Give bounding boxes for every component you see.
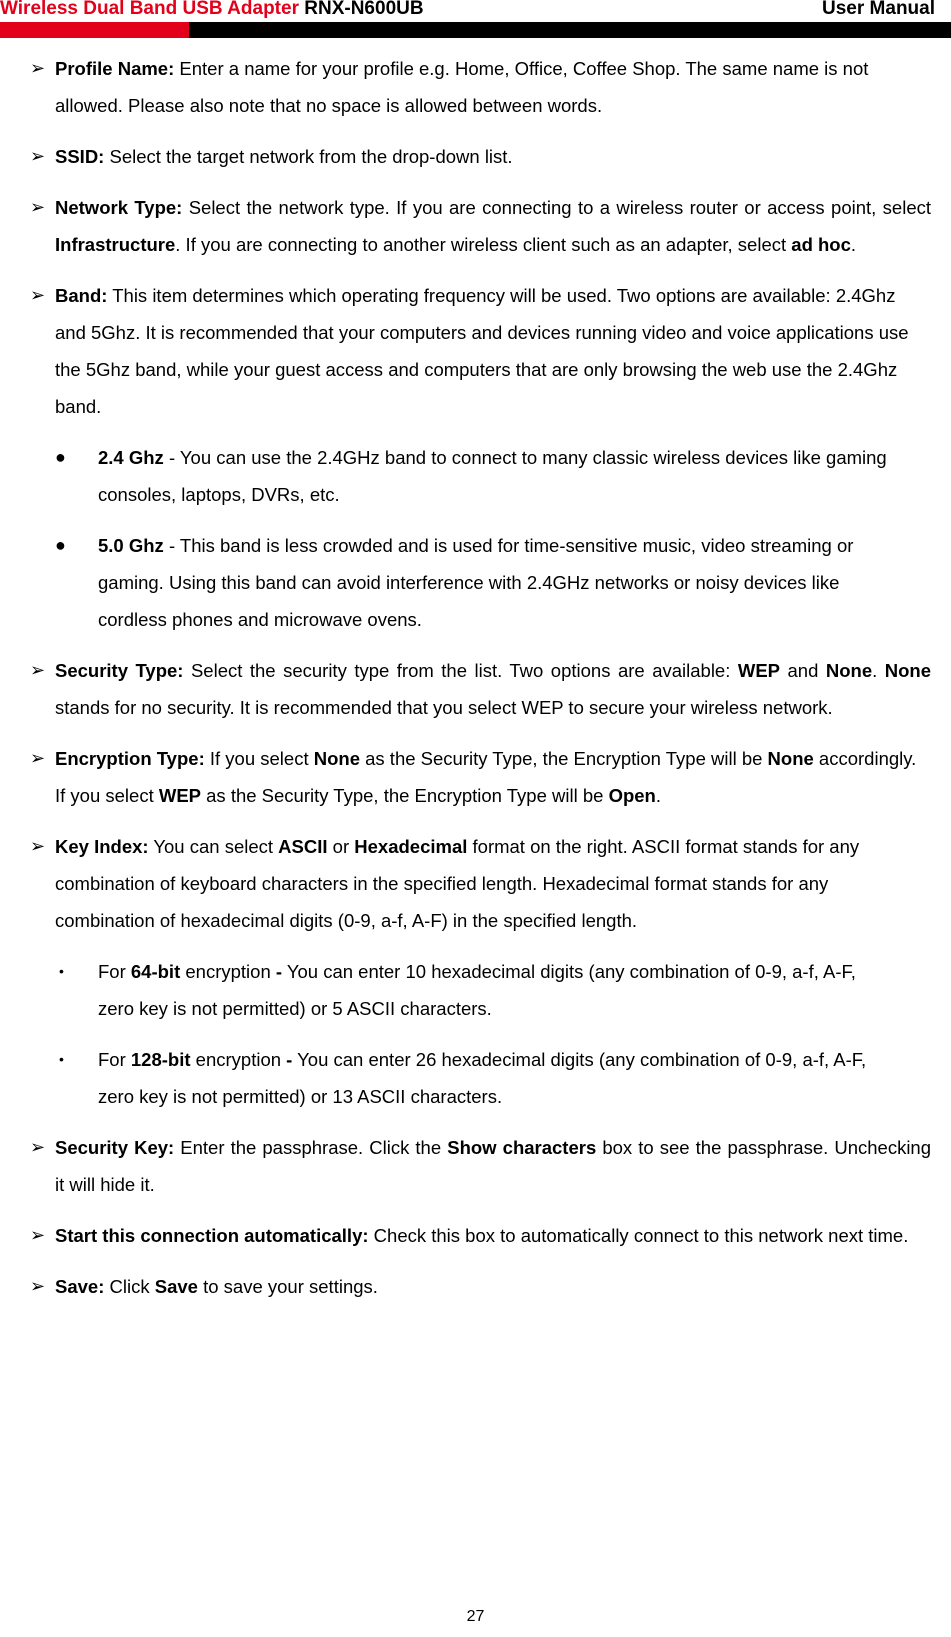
description: Check this box to automatically connect to this network next time. bbox=[368, 1225, 909, 1246]
product-name: Wireless Dual Band USB Adapter bbox=[0, 0, 299, 19]
emphasis: 128-bit bbox=[130, 1049, 191, 1070]
description: Select the target network from the drop-down list. bbox=[104, 146, 513, 167]
description: Select the network type. If you are connecting to a wireless router or access point, select bbox=[182, 197, 931, 218]
description: encryption bbox=[190, 1049, 287, 1070]
emphasis: Save bbox=[154, 1276, 198, 1297]
description: You can enter 26 hexadecimal digits (any combination of 0-9, a-f, A-F, zero key is not permitted) or 13 ASCII characters. bbox=[98, 1049, 867, 1107]
subitem-band-50ghz bbox=[0, 527, 951, 638]
description: - You can use the 2.4GHz band to connect to many classic wireless devices like gaming consoles, laptops, DVRs, etc. bbox=[98, 447, 887, 505]
description: accordingly. If you select bbox=[55, 748, 917, 806]
arrow-bullet-icon: ➢ bbox=[30, 1137, 46, 1157]
header-brand bbox=[0, 0, 424, 20]
circle-bullet-icon: ● bbox=[55, 447, 66, 467]
term: Security Key: bbox=[55, 1137, 175, 1158]
subitem-band-24ghz bbox=[0, 439, 951, 513]
arrow-bullet-icon: ➢ bbox=[30, 1225, 46, 1245]
emphasis: Show characters bbox=[447, 1137, 597, 1158]
small-bullet-icon: • bbox=[59, 1051, 64, 1067]
document-type: User Manual bbox=[822, 0, 935, 19]
description: If you select bbox=[204, 748, 314, 769]
arrow-bullet-icon: ➢ bbox=[30, 285, 46, 305]
term: Security Type: bbox=[55, 660, 184, 681]
arrow-bullet-icon: ➢ bbox=[30, 146, 46, 166]
description: - This band is less crowded and is used for time-sensitive music, video streaming or gaming. Using this band can avoid interference with 2.4GHz networks or noisy devices like cordless phones and microwave ovens. bbox=[98, 535, 854, 630]
description: as the Security Type, the Encryption Type will be bbox=[201, 785, 609, 806]
arrow-bullet-icon: ➢ bbox=[30, 58, 46, 78]
circle-bullet-icon: ● bbox=[55, 535, 66, 555]
item-ssid bbox=[0, 138, 951, 175]
emphasis: Infrastructure bbox=[55, 234, 176, 255]
item-profile-name bbox=[0, 50, 951, 124]
description: format on the right. ASCII format stands for any combination of keyboard characters in the specified length. Hexadecimal format stands for any combination of hexadecimal digits (0-9, a-f, A-F) in the specified length. bbox=[55, 836, 860, 931]
description: Click bbox=[104, 1276, 155, 1297]
item-key-index bbox=[0, 828, 951, 939]
item-network-type bbox=[0, 189, 951, 263]
emphasis: None bbox=[825, 660, 873, 681]
arrow-bullet-icon: ➢ bbox=[30, 660, 46, 680]
description: as the Security Type, the Encryption Type will be bbox=[359, 748, 768, 769]
term: Profile Name: bbox=[55, 58, 175, 79]
page-number: 27 bbox=[466, 1608, 485, 1625]
description: . bbox=[872, 660, 885, 681]
emphasis: - bbox=[286, 1049, 293, 1070]
term: 2.4 Ghz bbox=[98, 447, 164, 468]
item-save bbox=[0, 1268, 951, 1305]
header-bar-black bbox=[189, 22, 951, 38]
description: encryption bbox=[180, 961, 276, 982]
description: You can select bbox=[148, 836, 279, 857]
emphasis: None bbox=[767, 748, 814, 769]
term: Network Type: bbox=[55, 197, 183, 218]
emphasis: Open bbox=[608, 785, 656, 806]
term: Key Index: bbox=[55, 836, 149, 857]
emphasis: ASCII bbox=[278, 836, 328, 857]
subitem-64bit bbox=[0, 953, 951, 1027]
model-number: RNX-N600UB bbox=[304, 0, 424, 19]
description: This item determines which operating frequency will be used. Two options are available: 2.4Ghz and 5Ghz. It is recommended that your computers and devices running video and voice applications use the 5Ghz band, while your guest access and computers that are only browsing the web use the 2.4Ghz band. bbox=[55, 285, 909, 417]
description: . bbox=[850, 234, 857, 255]
description: stands for no security. It is recommended that you select WEP to secure your wireless network. bbox=[55, 697, 833, 718]
emphasis: WEP bbox=[158, 785, 201, 806]
emphasis: WEP bbox=[737, 660, 780, 681]
term: 5.0 Ghz bbox=[98, 535, 164, 556]
description: Enter a name for your profile e.g. Home, Office, Coffee Shop. The same name is not allowed. Please also note that no space is allowed between words. bbox=[55, 58, 869, 116]
term: Encryption Type: bbox=[55, 748, 205, 769]
term: Save: bbox=[55, 1276, 105, 1297]
description: Enter the passphrase. Click the bbox=[174, 1137, 448, 1158]
small-bullet-icon: • bbox=[59, 963, 64, 979]
item-encryption-type bbox=[0, 740, 951, 814]
emphasis: ad hoc bbox=[791, 234, 851, 255]
header-bar-red bbox=[0, 22, 189, 38]
subitem-128bit bbox=[0, 1041, 951, 1115]
item-security-key bbox=[0, 1129, 951, 1203]
description: For bbox=[98, 961, 131, 982]
description: or bbox=[327, 836, 355, 857]
description: Select the security type from the list. Two options are available: bbox=[183, 660, 738, 681]
item-start-automatically bbox=[0, 1217, 951, 1254]
term: Start this connection automatically: bbox=[55, 1225, 369, 1246]
emphasis: None bbox=[884, 660, 931, 681]
page-header bbox=[0, 0, 951, 22]
arrow-bullet-icon: ➢ bbox=[30, 197, 46, 217]
description: For bbox=[98, 1049, 131, 1070]
term: Band: bbox=[55, 285, 108, 306]
arrow-bullet-icon: ➢ bbox=[30, 748, 46, 768]
description: You can enter 10 hexadecimal digits (any combination of 0-9, a-f, A-F, zero key is not permitted) or 5 ASCII characters. bbox=[98, 961, 856, 1019]
emphasis: None bbox=[313, 748, 360, 769]
arrow-bullet-icon: ➢ bbox=[30, 836, 46, 856]
emphasis: Hexadecimal bbox=[354, 836, 468, 857]
emphasis: - bbox=[275, 961, 283, 982]
emphasis: 64-bit bbox=[130, 961, 181, 982]
item-band bbox=[0, 277, 951, 425]
arrow-bullet-icon: ➢ bbox=[30, 1276, 46, 1296]
description: . If you are connecting to another wireless client such as an adapter, select bbox=[175, 234, 792, 255]
item-security-type bbox=[0, 652, 951, 726]
description: . bbox=[655, 785, 661, 806]
description: and bbox=[780, 660, 826, 681]
description: to save your settings. bbox=[197, 1276, 378, 1297]
term: SSID: bbox=[55, 146, 105, 167]
description: box to see the passphrase. Unchecking it will hide it. bbox=[55, 1137, 932, 1195]
document-body bbox=[0, 50, 951, 1319]
